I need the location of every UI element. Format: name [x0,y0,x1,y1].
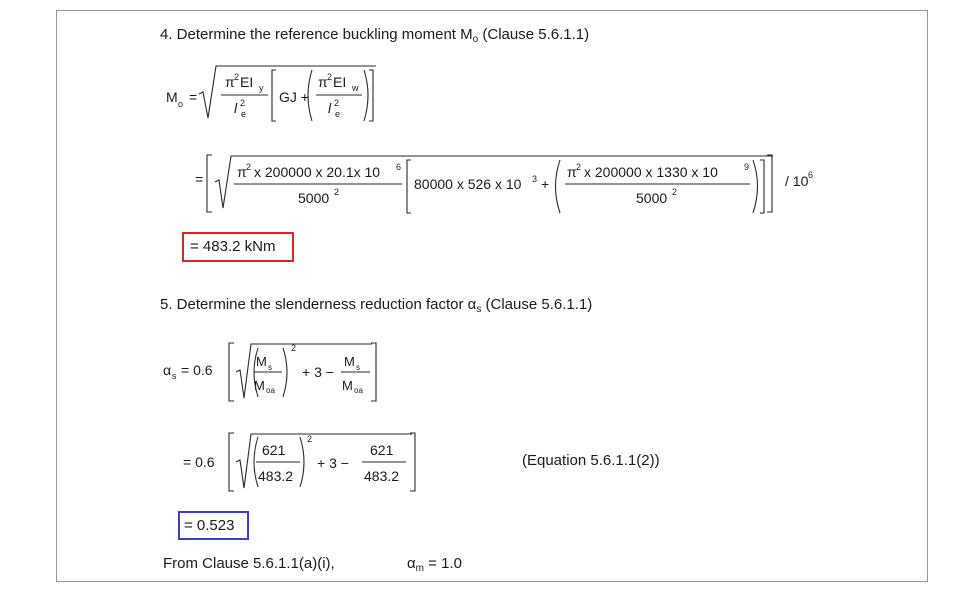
equation-reference: (Equation 5.6.1.1(2)) [522,452,660,469]
svg-text:2: 2 [327,72,333,82]
svg-text:EI: EI [333,74,347,90]
svg-text:+ 3 −: + 3 − [302,364,334,380]
svg-text:+ 3 −: + 3 − [317,455,349,471]
svg-text:s: s [172,371,177,381]
svg-text:+: + [541,176,550,192]
svg-text:e: e [335,109,341,119]
footer-clause-text: From Clause 5.6.1.1(a)(i), [163,555,335,572]
svg-text:π: π [225,74,235,90]
svg-text:M: M [166,89,178,105]
svg-text:80000 x 526 x 10: 80000 x 526 x 10 [414,176,522,192]
svg-text:M: M [256,354,267,369]
svg-text:π: π [318,74,328,90]
svg-text:y: y [259,83,264,93]
svg-text:2: 2 [334,98,340,108]
svg-text:M: M [342,378,353,393]
svg-text:2: 2 [576,162,582,172]
svg-text:= 0.6: = 0.6 [183,454,215,470]
svg-text:2: 2 [672,187,678,197]
svg-text:621: 621 [370,442,394,458]
svg-text:e: e [241,109,247,119]
svg-text:EI: EI [240,74,254,90]
result-alpha: = 0.523 [184,517,235,534]
svg-text:oa: oa [354,386,363,395]
svg-text:2: 2 [246,162,252,172]
svg-text:s: s [268,363,272,372]
svg-text:9: 9 [744,162,750,172]
svg-text:5000: 5000 [298,190,330,206]
svg-text:π: π [567,164,577,180]
svg-text:= 0.6: = 0.6 [181,362,213,378]
svg-text:5000: 5000 [636,190,668,206]
svg-text:o: o [178,99,184,109]
svg-text:6: 6 [396,162,402,172]
equation-mo-formula [166,66,376,121]
svg-text:s: s [356,363,360,372]
svg-text:2: 2 [307,434,313,444]
svg-text:oa: oa [266,386,275,395]
svg-text:π: π [237,164,247,180]
svg-text:2: 2 [234,72,240,82]
svg-text:483.2: 483.2 [258,468,294,484]
svg-text:6: 6 [808,170,814,180]
svg-text:α: α [163,362,172,378]
svg-text:621: 621 [262,442,286,458]
svg-text:3: 3 [532,174,538,184]
svg-text:/ 10: / 10 [785,173,809,189]
svg-text:l: l [234,100,238,116]
equation-mo-substitution [195,155,813,213]
svg-text:M: M [254,378,265,393]
result-mo: = 483.2 kNm [190,238,276,255]
step-5-heading: 5. Determine the slenderness reduction factor $\alpha_s$ (Clause 5.6.1.1) [160,296,593,315]
svg-text:=: = [189,89,198,105]
footer-alpha-m: $\alpha_m = 1.0$ [407,555,462,574]
svg-text:x 200000 x 1330 x 10: x 200000 x 1330 x 10 [584,164,718,180]
svg-text:GJ +: GJ + [279,89,309,105]
svg-text:M: M [344,354,355,369]
svg-text:483.2: 483.2 [364,468,400,484]
svg-text:2: 2 [334,187,340,197]
equation-alpha-substitution [183,433,415,491]
step-4-heading: 4. Determine the reference buckling moment $M_o$ (Clause 5.6.1.1) [160,26,590,45]
svg-text:2: 2 [291,343,297,353]
svg-text:x 200000 x 20.1x 10: x 200000 x 20.1x 10 [254,164,381,180]
svg-text:w: w [352,83,359,93]
equation-alpha-formula [163,343,376,401]
svg-text:=: = [195,171,204,187]
svg-text:l: l [328,100,332,116]
svg-text:2: 2 [240,98,246,108]
